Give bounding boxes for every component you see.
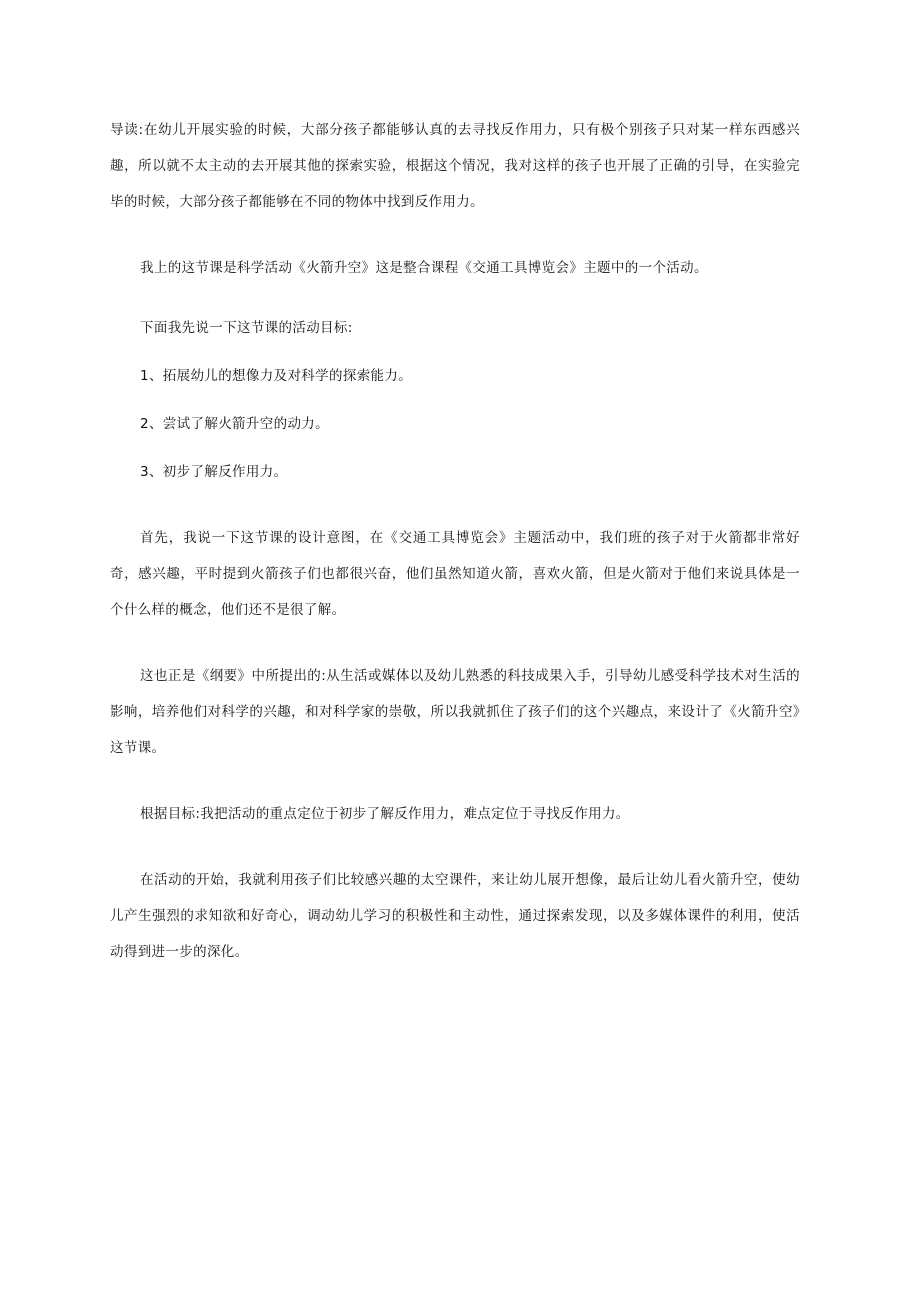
document-body	[110, 112, 800, 970]
goal-item: 1、拓展幼儿的想像力及对科学的探索能力。	[140, 368, 413, 384]
focus-paragraph: 根据目标:我把活动的重点定位于初步了解反作用力，难点定位于寻找反作用力。	[140, 806, 630, 822]
outline-paragraph: 这也正是《纲要》中所提出的:从生活或媒体以及幼儿熟悉的科技成果入手，引导幼儿感受科学技术对生活的影响，培养他们对科学的兴趣，和对科学家的崇敬，所以我就抓住了孩子们的这个兴趣点，来设计了《火箭升空》这节课。	[110, 668, 800, 756]
start-paragraph: 在活动的开始，我就利用孩子们比较感兴趣的太空课件，来让幼儿展开想像，最后让幼儿看火箭升空，使幼儿产生强烈的求知欲和好奇心，调动幼儿学习的积极性和主动性，通过探索发现，以及多媒体课件的利用，使活动得到进一步的深化。	[110, 872, 800, 960]
intro-paragraph: 导读:在幼儿开展实验的时候，大部分孩子都能够认真的去寻找反作用力，只有极个别孩子只对某一样东西感兴趣，所以就不太主动的去开展其他的探索实验，根据这个情况，我对这样的孩子也开展了正确的引导，在实验完毕的时候，大部分孩子都能够在不同的物体中找到反作用力。	[110, 122, 800, 210]
goal-item: 3、初步了解反作用力。	[140, 464, 288, 480]
goal-item: 2、尝试了解火箭升空的动力。	[140, 416, 329, 432]
course-paragraph: 我上的这节课是科学活动《火箭升空》这是整合课程《交通工具博览会》主题中的一个活动。	[140, 260, 708, 276]
goals-intro-paragraph: 下面我先说一下这节课的活动目标:	[140, 320, 353, 336]
design-paragraph: 首先，我说一下这节课的设计意图，在《交通工具博览会》主题活动中，我们班的孩子对于火箭都非常好奇，感兴趣，平时提到火箭孩子们也都很兴奋，他们虽然知道火箭，喜欢火箭，但是火箭对于他们来说具体是一个什么样的概念，他们还不是很了解。	[110, 530, 800, 618]
